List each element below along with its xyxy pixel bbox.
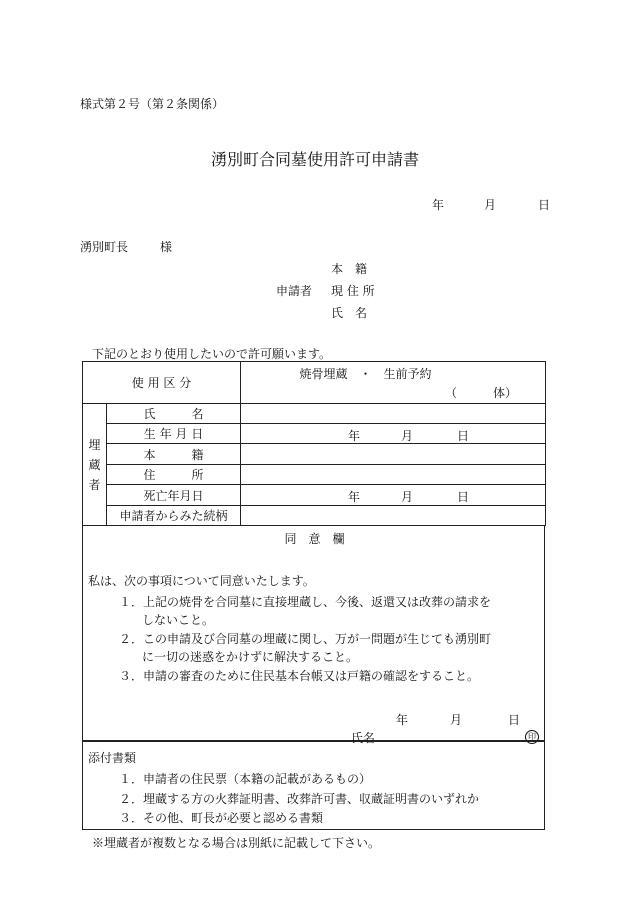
document-title: 湧別町合同墓使用許可申請書 [210, 150, 419, 169]
usage-label-cell: 使 用 区 分 [83, 362, 241, 404]
footnote: ※埋蔵者が複数となる場合は別紙に記載して下さい。 [92, 836, 381, 850]
row-domicile-label: 本 籍 [107, 444, 241, 465]
burial-person-label: 埋蔵者 [83, 404, 107, 526]
applicant-domicile-label: 本 籍 [331, 262, 368, 276]
date-month-label: 月 [484, 198, 497, 212]
agreement-item-2-cont: に一切の迷惑をかけずに解決すること。 [142, 650, 359, 664]
agreement-item-1-cont: しないこと。 [142, 613, 215, 627]
row-death-label: 死亡年月日 [107, 485, 241, 506]
honorific: 様 [160, 240, 173, 254]
seal-icon: 印 [525, 730, 539, 744]
applicant-name-label: 氏 名 [331, 306, 368, 320]
birth-day: 日 [457, 429, 470, 443]
row-address-value[interactable] [241, 465, 546, 485]
birth-year: 年 [348, 429, 361, 443]
row-relation-value[interactable] [241, 506, 546, 526]
addressee: 湧別町長 [80, 240, 129, 254]
intro-text: 下記のとおり使用したいので許可願います。 [92, 347, 332, 361]
birth-month: 月 [401, 429, 414, 443]
attachment-item-1: １．申請者の住民票（本籍の記載があるもの） [119, 772, 372, 786]
body-count: （ 体） [445, 385, 518, 400]
agreement-intro: 私は、次の事項について同意いたします。 [88, 574, 315, 588]
row-birth-value[interactable] [241, 424, 546, 444]
row-name-value[interactable] [241, 404, 546, 424]
agreement-item-3: ３．申請の審査のために住民基本台帳又は戸籍の確認をすること。 [119, 669, 480, 683]
form-number: 様式第２号（第２条関係） [80, 97, 225, 111]
row-death-value[interactable] [241, 485, 546, 506]
row-address-label: 住 所 [107, 465, 241, 485]
row-name-label: 氏 名 [107, 404, 241, 424]
agreement-day: 日 [508, 713, 521, 727]
attachments-heading: 添付書類 [88, 751, 137, 765]
date-year-label: 年 [432, 198, 445, 212]
death-year: 年 [348, 490, 361, 504]
agreement-item-2: ２．この申請及び合同墓の埋蔵に関し、万が一問題が生じても湧別町 [119, 632, 492, 646]
usage-options: 焼骨埋蔵 ・ 生前予約 [299, 366, 432, 381]
agreement-heading: 同 意 欄 [284, 532, 345, 546]
burial-info-table [82, 361, 546, 526]
row-birth-label: 生 年 月 日 [107, 424, 241, 444]
attachment-item-2: ２．埋蔵する方の火葬証明書、改葬許可書、収蔵証明書のいずれか [119, 792, 480, 806]
agreement-item-1: １．上記の焼骨を合同墓に直接埋蔵し、今後、返還又は改葬の請求を [119, 595, 492, 609]
death-month: 月 [401, 490, 414, 504]
death-day: 日 [457, 490, 470, 504]
row-relation-label: 申請者からみた続柄 [107, 506, 241, 526]
agreement-month: 月 [450, 713, 463, 727]
agreement-year: 年 [396, 713, 409, 727]
applicant-label: 申請者 [276, 284, 313, 298]
date-day-label: 日 [538, 198, 551, 212]
applicant-address-label: 現 住 所 [331, 284, 375, 298]
agreement-name-label: 氏名 [351, 731, 376, 745]
agreement-section [82, 526, 545, 745]
attachment-item-3: ３．その他、町長が必要と認める書類 [119, 811, 324, 825]
row-domicile-value[interactable] [241, 444, 546, 465]
usage-options-cell[interactable] [241, 362, 546, 404]
attachments-section [82, 741, 545, 830]
